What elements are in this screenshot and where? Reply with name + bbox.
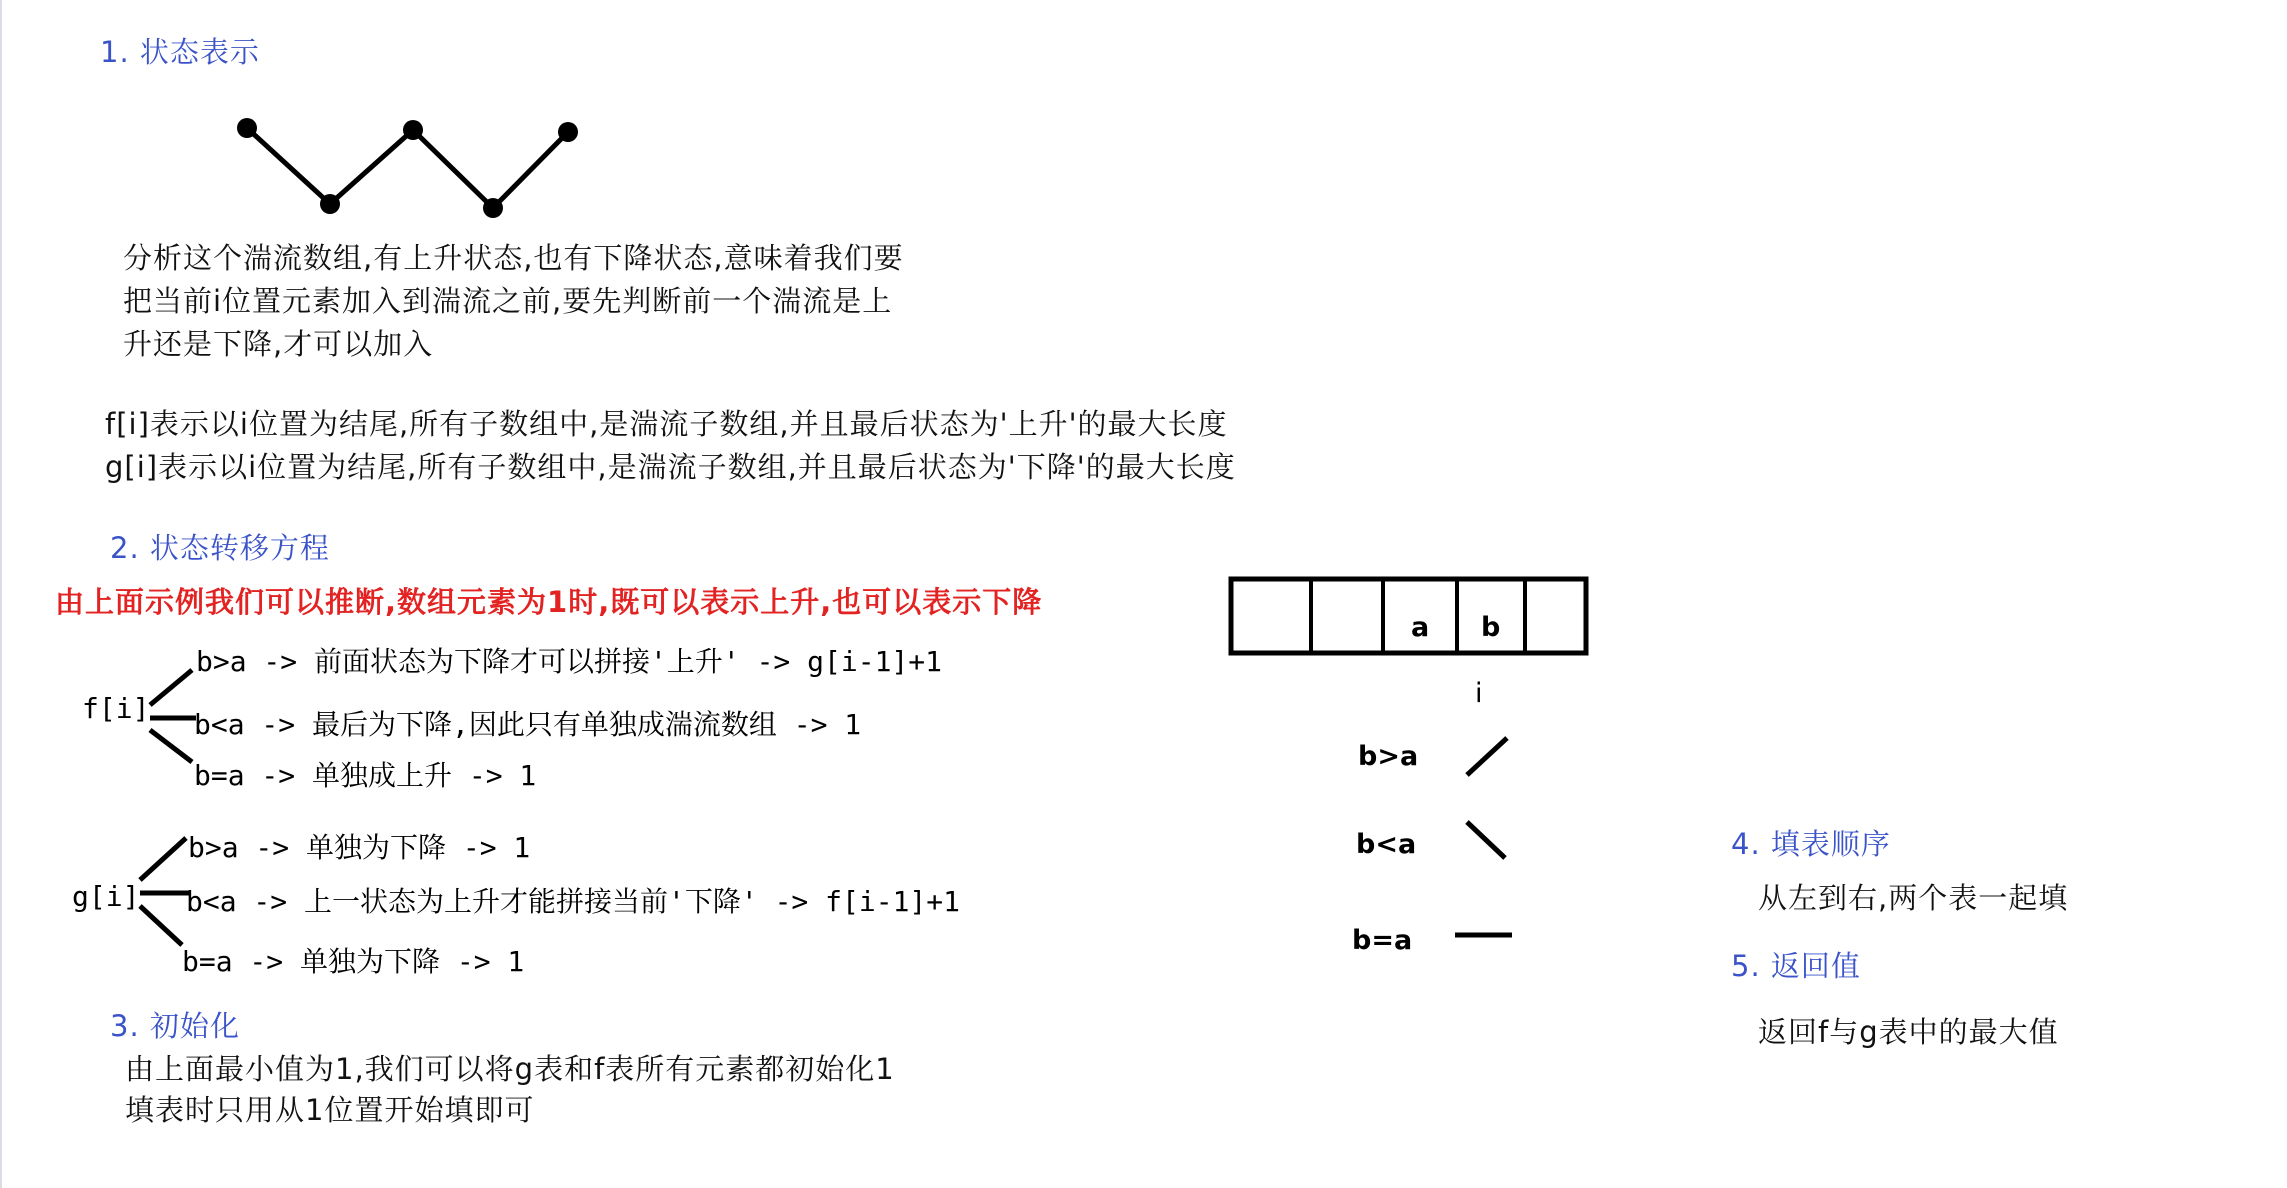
array-cell-a: a (1411, 612, 1430, 643)
init-line: 填表时只用从1位置开始填即可 (125, 1093, 535, 1127)
section-2-heading: 2. 状态转移方程 (110, 531, 330, 565)
g-definition: g[i]表示以i位置为结尾,所有子数组中,是湍流子数组,并且最后状态为'下降'的最大长度 (105, 450, 1236, 484)
fall-stroke (1467, 822, 1505, 858)
section-4-heading: 4. 填表顺序 (1731, 827, 1891, 861)
analysis-line: 分析这个湍流数组,有上升状态,也有下降状态,意味着我们要 (123, 241, 904, 275)
g-case-row: b>a -> 单独为下降 -> 1 (188, 831, 531, 864)
case-label-greater: b>a (1358, 741, 1419, 772)
case-label-less: b<a (1356, 829, 1417, 860)
f-case-row: b<a -> 最后为下降,因此只有单独成湍流数组 -> 1 (194, 708, 862, 741)
f-case-row: b=a -> 单独成上升 -> 1 (194, 759, 537, 792)
case-label-equal: b=a (1352, 925, 1413, 956)
section-5-heading: 5. 返回值 (1731, 949, 1861, 983)
g-label: g[i] (72, 880, 140, 913)
section-1-heading: 1. 状态表示 (100, 35, 260, 69)
init-line: 由上面最小值为1,我们可以将g表和f表所有元素都初始化1 (125, 1052, 895, 1086)
analysis-line: 把当前i位置元素加入到湍流之前,要先判断前一个湍流是上 (123, 284, 893, 318)
f-case-row: b>a -> 前面状态为下降才可以拼接'上升' -> g[i-1]+1 (196, 645, 943, 678)
section-3-heading: 3. 初始化 (110, 1009, 240, 1043)
transition-note: 由上面示例我们可以推断,数组元素为1时,既可以表示上升,也可以表示下降 (55, 585, 1043, 619)
fill-order-text: 从左到右,两个表一起填 (1758, 881, 2069, 915)
g-case-row: b=a -> 单独为下降 -> 1 (182, 945, 525, 978)
g-case-row: b<a -> 上一状态为上升才能拼接当前'下降' -> f[i-1]+1 (186, 885, 961, 918)
f-label: f[i] (82, 692, 150, 725)
f-definition: f[i]表示以i位置为结尾,所有子数组中,是湍流子数组,并且最后状态为'上升'的最大长度 (105, 407, 1228, 441)
rise-stroke (1467, 738, 1507, 775)
array-pointer: i (1475, 678, 1483, 709)
array-cell-b: b (1481, 612, 1501, 643)
return-value-text: 返回f与g表中的最大值 (1758, 1015, 2059, 1049)
analysis-line: 升还是下降,才可以加入 (123, 327, 434, 361)
